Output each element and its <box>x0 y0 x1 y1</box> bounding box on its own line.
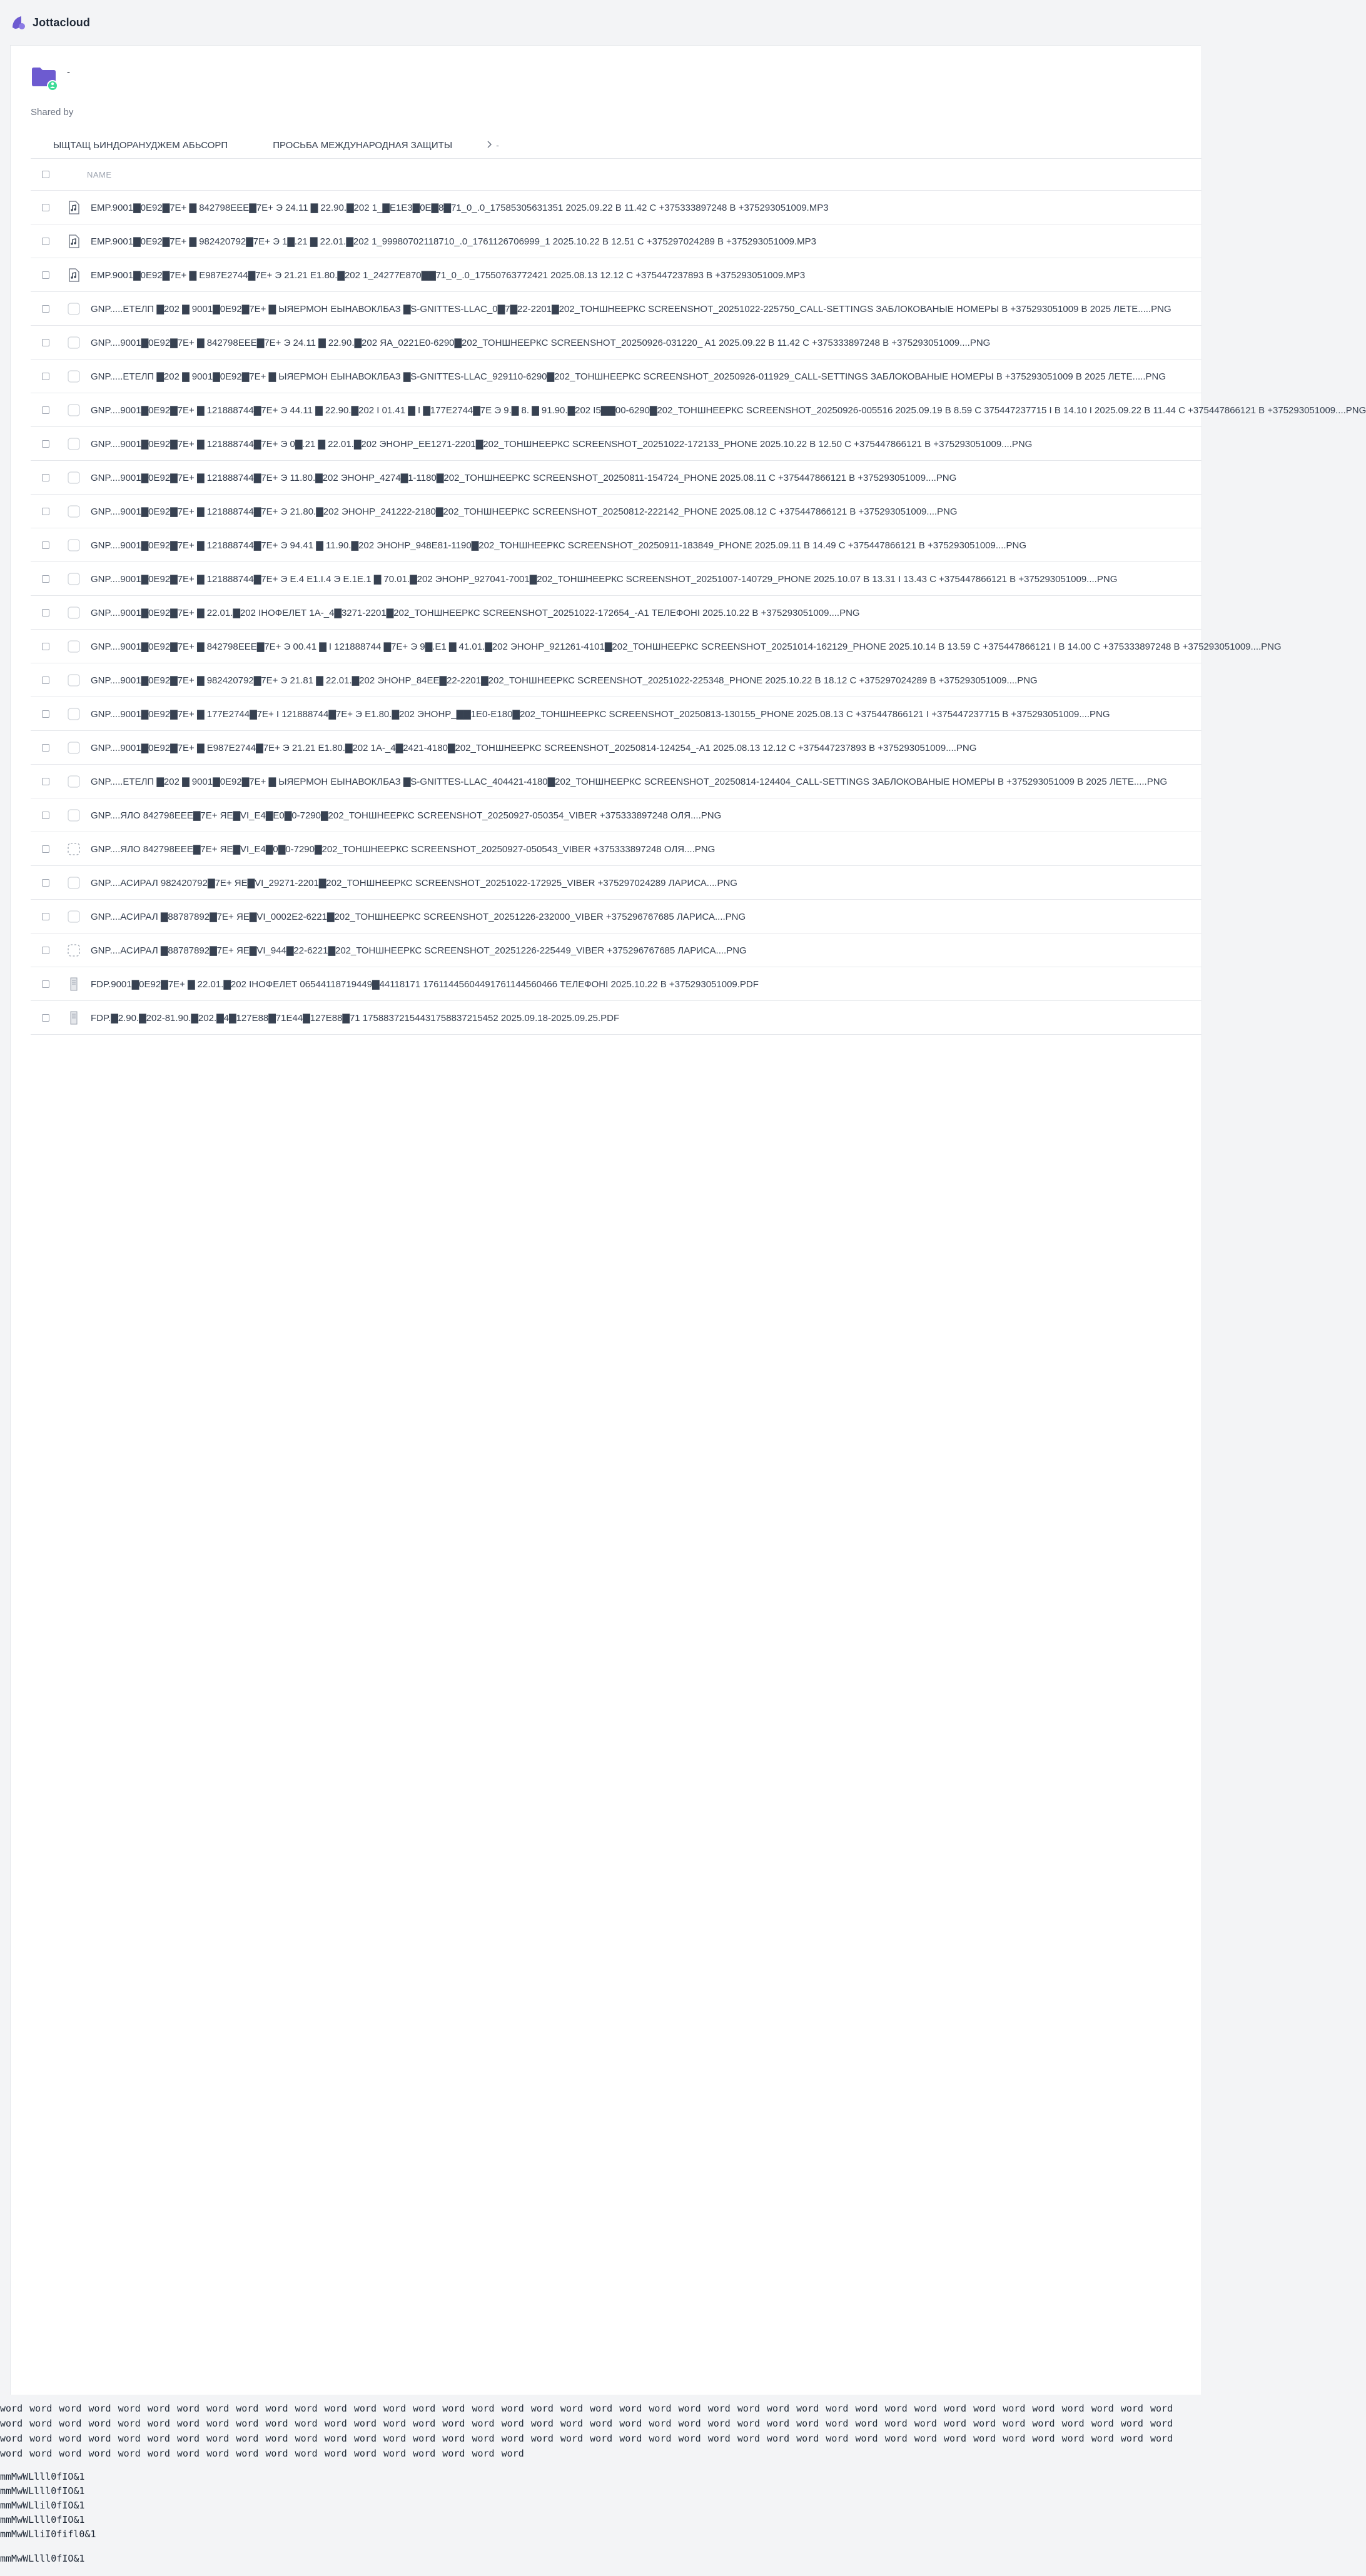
table-row[interactable] <box>31 528 1202 562</box>
image-file-icon <box>67 336 81 350</box>
brand-logo[interactable] <box>9 14 90 31</box>
file-name[interactable]: FDP.9001▇0E92▇7E+ ▇ 22.01.▇202 ІНОФЕЛЕТ 06544118719449▇44118171 17611445604491761144560466 ТЕЛЕФОНІ 2025.10.22 В +375293051009.PDF <box>91 979 759 990</box>
table-row[interactable] <box>31 900 1202 933</box>
file-table <box>31 158 1366 1035</box>
table-row[interactable] <box>31 697 1202 731</box>
folder-tabs <box>31 132 510 158</box>
file-name[interactable]: GNP....9001▇0E92▇7E+ ▇ 177E2744▇7E+ I 121888744▇7E+ Э E1.80.▇202 ЭНОНР_▇▇1E0-E180▇202_ТОНШНЕЕРКС SCREENSHOT_20250813-130155_PHONE 2025.08.13 С +375447866121 I +375447237715 В +375293051009....PNG <box>91 708 1110 720</box>
file-name[interactable]: FDP.▇2.90.▇202-81.90.▇202.▇4▇127E88▇71E44▇127E88▇71 17588372154431758837215452 2025.09.18-2025.09.25.PDF <box>91 1012 620 1024</box>
image-file-icon <box>67 302 81 316</box>
file-name[interactable]: GNP....9001▇0E92▇7E+ ▇ 842798EEE▇7E+ Э 00.41 ▇ I 121888744 ▇7E+ Э 9▇.E1 ▇ 41.01.▇202 ЭНОНР_921261-4101▇202_ТОНШНЕЕРКС SCREENSHOT_20251014-162129_PHONE 2025.10.14 В 13.59 С +375447866121 I В 14.00 С +375333897248 В +375293051009....PNG <box>91 641 1282 652</box>
folder-title: - <box>67 67 70 78</box>
row-checkbox[interactable] <box>42 947 49 954</box>
table-row[interactable] <box>31 224 1202 258</box>
row-checkbox[interactable] <box>42 575 49 583</box>
image-file-icon <box>67 370 81 383</box>
top-bar <box>0 0 1201 45</box>
select-all-checkbox[interactable] <box>42 171 49 178</box>
file-name[interactable]: GNP....АСИРАЛ 982420792▇7E+ ЯЕ▇VI_29271-2201▇202_ТОНШНЕЕРКС SCREENSHOT_20251022-172925_VIBER +375297024289 ЛАРИСА....PNG <box>91 877 737 888</box>
row-checkbox[interactable] <box>42 778 49 785</box>
row-checkbox[interactable] <box>42 305 49 313</box>
table-row[interactable] <box>31 427 1202 461</box>
table-header <box>31 158 1202 191</box>
table-row[interactable] <box>31 191 1202 224</box>
image-file-icon <box>67 910 81 923</box>
row-checkbox[interactable] <box>42 812 49 819</box>
column-header-name[interactable]: NAME <box>87 169 112 179</box>
table-row[interactable] <box>31 866 1202 900</box>
table-row[interactable] <box>31 798 1202 832</box>
file-name[interactable]: GNP....9001▇0E92▇7E+ ▇ 121888744▇7E+ Э 94.41 ▇ 11.90.▇202 ЭНОНР_948E81-1190▇202_ТОНШНЕЕРКС SCREENSHOT_20250911-183849_PHONE 2025.09.11 В 14.49 С +375447866121 В +375293051009....PNG <box>91 540 1027 551</box>
table-row[interactable] <box>31 326 1202 360</box>
row-checkbox[interactable] <box>42 440 49 448</box>
file-name[interactable]: GNP....ЯЛО 842798EEE▇7E+ ЯЕ▇VI_E4▇E0▇0-7290▇202_ТОНШНЕЕРКС SCREENSHOT_20250927-050354_VIBER +375333897248 ОЛЯ....PNG <box>91 810 722 821</box>
image-file-icon <box>67 707 81 721</box>
probe-line: mmMwWLlll0fIO&1 <box>0 2514 85 2525</box>
image-file-icon <box>67 403 81 417</box>
file-name[interactable]: EMP.9001▇0E92▇7E+ ▇ 982420792▇7E+ Э 1▇.21 ▇ 22.01.▇202 1_99980702118710_.0_1761126706999_1 2025.10.22 В 12.51 С +375297024289 В +375293051009.MP3 <box>91 236 817 247</box>
probe-line: mmMwWLlil0fIO&1 <box>0 2500 85 2511</box>
row-checkbox[interactable] <box>42 643 49 650</box>
file-name[interactable]: GNP.....ЕТЕЛП ▇202 ▇ 9001▇0E92▇7E+ ▇ ЫЯЕРМОН ЕЫНАВОКЛБАЗ ▇S-GNITTES-LLAC_0▇7▇22-2201▇202_ТОНШНЕЕРКС SCREENSHOT_20251022-225750_CALL-SETTINGS ЗАБЛОКОВАНЫЕ НОМЕРЫ В +375293051009 В 2025 ЛЕТЕ.....PNG <box>91 303 1171 314</box>
file-name[interactable]: GNP....9001▇0E92▇7E+ ▇ 121888744▇7E+ Э E.4 E1.I.4 Э E.1E.1 ▇ 70.01.▇202 ЭНОНР_927041-7001▇202_ТОНШНЕЕРКС SCREENSHOT_20251007-140729_PHONE 2025.10.07 В 13.31 I 13.43 С +375447866121 В +375293051009....PNG <box>91 573 1118 585</box>
row-checkbox[interactable] <box>42 845 49 853</box>
image-file-icon <box>67 606 81 620</box>
row-checkbox[interactable] <box>42 744 49 752</box>
table-row[interactable] <box>31 933 1202 967</box>
audio-file-icon <box>67 201 81 214</box>
tabs-more-button[interactable] <box>475 132 510 158</box>
image-file-icon <box>67 572 81 586</box>
image-file-icon <box>67 775 81 788</box>
row-checkbox[interactable] <box>42 677 49 684</box>
tab-folder-2[interactable]: ПРОСЬБА МЕЖДУНАРОДНАЯ ЗАЩИТЫ <box>273 139 453 151</box>
file-name[interactable]: GNP....9001▇0E92▇7E+ ▇ 121888744▇7E+ Э 21.80.▇202 ЭНОНР_241222-2180▇202_ТОНШНЕЕРКС SCREENSHOT_20250812-222142_PHONE 2025.08.12 С +375447866121 В +375293051009....PNG <box>91 506 958 517</box>
row-checkbox[interactable] <box>42 980 49 988</box>
row-checkbox[interactable] <box>42 879 49 887</box>
table-row[interactable] <box>31 765 1202 798</box>
table-row[interactable] <box>31 495 1202 528</box>
file-name[interactable]: GNP....9001▇0E92▇7E+ ▇ 22.01.▇202 ІНОФЕЛЕТ 1А-_4▇3271-2201▇202_ТОНШНЕЕРКС SCREENSHOT_20251022-172654_-A1 ТЕЛЕФОНІ 2025.10.22 В +375293051009....PNG <box>91 607 860 618</box>
probe-text: word word word word word word word word word word word word word word word word word word word word word word word word word word word word word word word word word word word word word word word word word word word word word word word word word word word word word word word word word word word word word word word word word word word word word word word word word word word word word word word word word word word word word word word word word word word word word word word word word word word word word word word word word word word word word word word word word word word word word word word word word word word word word word word word word word word word word word word word word word <box>0 2403 1173 2459</box>
table-row[interactable] <box>31 562 1202 596</box>
probe-line: mmMwWLlll0fIO&1 <box>0 2471 85 2482</box>
file-name[interactable]: GNP.....ЕТЕЛП ▇202 ▇ 9001▇0E92▇7E+ ▇ ЫЯЕРМОН ЕЫНАВОКЛБАЗ ▇S-GNITTES-LLAC_404421-4180▇202_ТОНШНЕЕРКС SCREENSHOT_20250814-124404_CALL-SETTINGS ЗАБЛОКОВАНЫЕ НОМЕРЫ В +375293051009 В 2025 ЛЕТЕ.....PNG <box>91 776 1168 787</box>
row-checkbox[interactable] <box>42 913 49 920</box>
file-name[interactable]: GNP.....ЕТЕЛП ▇202 ▇ 9001▇0E92▇7E+ ▇ ЫЯЕРМОН ЕЫНАВОКЛБАЗ ▇S-GNITTES-LLAC_929110-6290▇202_ТОНШНЕЕРКС SCREENSHOT_20250926-011929_CALL-SETTINGS ЗАБЛОКОВАНЫЕ НОМЕРЫ В +375293051009 В 2025 ЛЕТЕ.....PNG <box>91 371 1166 382</box>
table-row[interactable] <box>31 258 1202 292</box>
image-file-icon <box>67 538 81 552</box>
file-name[interactable]: GNP....9001▇0E92▇7E+ ▇ 121888744▇7E+ Э 11.80.▇202 ЭНОНР_4274▇1-1180▇202_ТОНШНЕЕРКС SCREENSHOT_20250811-154724_PHONE 2025.08.11 С +375447866121 В +375293051009....PNG <box>91 472 957 483</box>
row-checkbox[interactable] <box>42 474 49 481</box>
row-checkbox[interactable] <box>42 609 49 616</box>
row-checkbox[interactable] <box>42 339 49 346</box>
file-name[interactable]: EMP.9001▇0E92▇7E+ ▇ E987E2744▇7E+ Э 21.21 E1.80.▇202 1_24277E870▇▇71_0_.0_17550763772421 2025.08.13 12.12 С +375447237893 В +375293051009.MP3 <box>91 269 806 281</box>
table-row[interactable] <box>31 461 1202 495</box>
file-name[interactable]: GNP....АСИРАЛ ▇88787892▇7E+ ЯЕ▇VI_944▇22-6221▇202_ТОНШНЕЕРКС SCREENSHOT_20251226-225449_VIBER +375296767685 ЛАРИСА....PNG <box>91 945 747 956</box>
table-row[interactable] <box>31 663 1202 697</box>
shared-folder-icon <box>31 64 58 92</box>
table-row[interactable] <box>31 630 1282 663</box>
image-loading-icon <box>67 943 81 957</box>
row-checkbox[interactable] <box>42 204 49 211</box>
file-name[interactable]: GNP....9001▇0E92▇7E+ ▇ 842798EEE▇7E+ Э 24.11 ▇ 22.90.▇202 ЯА_0221E0-6290▇202_ТОНШНЕЕРКС SCREENSHOT_20250926-031220_ A1 2025.09.22 В 11.42 С +375333897248 В +375293051009....PNG <box>91 337 991 348</box>
table-row[interactable] <box>31 360 1202 393</box>
row-checkbox[interactable] <box>42 710 49 718</box>
table-row[interactable] <box>31 967 1202 1001</box>
tab-folder-1[interactable]: ЫЩТАЩ ЬИНДОРАНУДЖЕМ АБЬСОРП <box>53 139 228 151</box>
image-file-icon <box>67 505 81 518</box>
image-loading-icon <box>67 842 81 856</box>
probe-line: mmMwWLliI0fifl0&1 <box>0 2528 96 2540</box>
jottacloud-logo-icon <box>9 14 26 31</box>
probe-line: mmMwWLlll0fIO&1 <box>0 2553 85 2564</box>
audio-file-icon <box>67 234 81 248</box>
file-name[interactable]: GNP....9001▇0E92▇7E+ ▇ 121888744▇7E+ Э 44.11 ▇ 22.90.▇202 I 01.41 ▇ I ▇177E2744▇7E Э 9.▇ 8. ▇ 91.90.▇202 І5▇▇00-6290▇202_ТОНШНЕЕРКС SCREENSHOT_20250926-005516 2025.09.19 В 8.59 С 375447237715 I В 14.10 I 2025.09.22 В 11.44 С +375447866121 В +375293051009....PNG <box>91 405 1366 416</box>
table-row[interactable] <box>31 832 1202 866</box>
row-checkbox[interactable] <box>42 508 49 515</box>
table-row[interactable] <box>31 1001 1202 1035</box>
row-checkbox[interactable] <box>42 406 49 414</box>
image-file-icon <box>67 741 81 755</box>
row-checkbox[interactable] <box>42 373 49 380</box>
probe-line: mmMwWLlll0fIO&1 <box>0 2485 85 2497</box>
pdf-file-icon <box>67 1011 81 1025</box>
file-name[interactable]: GNP....ЯЛО 842798EEE▇7E+ ЯЕ▇VI_E4▇0▇0-7290▇202_ТОНШНЕЕРКС SCREENSHOT_20250927-050543_VIBER +375333897248 ОЛЯ....PNG <box>91 843 716 855</box>
table-row[interactable] <box>31 596 1202 630</box>
table-row[interactable] <box>31 731 1202 765</box>
image-file-icon <box>67 808 81 822</box>
image-file-icon <box>67 437 81 451</box>
image-file-icon <box>67 640 81 653</box>
image-file-icon <box>67 673 81 687</box>
table-row[interactable] <box>31 292 1202 326</box>
row-checkbox[interactable] <box>42 1014 49 1022</box>
table-body <box>31 191 1366 1035</box>
main-panel <box>10 45 1366 2395</box>
table-row[interactable] <box>31 393 1366 427</box>
row-checkbox[interactable] <box>42 541 49 549</box>
brand-name: Jottacloud <box>33 16 91 29</box>
pdf-file-icon <box>67 977 81 991</box>
file-name[interactable]: GNP....9001▇0E92▇7E+ ▇ E987E2744▇7E+ Э 21.21 E1.80.▇202 1А-_4▇2421-4180▇202_ТОНШНЕЕРКС SCREENSHOT_20250814-124254_-A1 2025.08.13 12.12 С +375447237893 В +375293051009....PNG <box>91 742 977 753</box>
image-file-icon <box>67 876 81 890</box>
folder-header <box>31 64 70 92</box>
file-name[interactable]: GNP....АСИРАЛ ▇88787892▇7E+ ЯЕ▇VI_0002E2-6221▇202_ТОНШНЕЕРКС SCREENSHOT_20251226-232000_VIBER +375296767685 ЛАРИСА....PNG <box>91 911 746 922</box>
file-name[interactable]: EMP.9001▇0E92▇7E+ ▇ 842798EEE▇7E+ Э 24.11 ▇ 22.90.▇202 1_▇E1E3▇0E▇8▇71_0_.0_17585305631351 2025.09.22 В 11.42 С +375333897248 В +375293051009.MP3 <box>91 202 829 213</box>
file-name[interactable]: GNP....9001▇0E92▇7E+ ▇ 121888744▇7E+ Э 0▇.21 ▇ 22.01.▇202 ЭНОНР_ЕЕ1271-2201▇202_ТОНШНЕЕРКС SCREENSHOT_20251022-172133_PHONE 2025.10.22 В 12.50 С +375447866121 В +375293051009....PNG <box>91 438 1033 450</box>
image-file-icon <box>67 471 81 485</box>
row-checkbox[interactable] <box>42 238 49 245</box>
probe-lines <box>0 2470 1201 2566</box>
shared-by-label: Shared by <box>31 107 74 118</box>
tabs-more-label: - <box>496 140 499 150</box>
audio-file-icon <box>67 268 81 282</box>
chevron-right-icon <box>486 140 492 150</box>
row-checkbox[interactable] <box>42 271 49 279</box>
file-name[interactable]: GNP....9001▇0E92▇7E+ ▇ 982420792▇7E+ Э 21.81 ▇ 22.01.▇202 ЭНОНР_84EE▇22-2201▇202_ТОНШНЕЕРКС SCREENSHOT_20251022-225348_PHONE 2025.10.22 В 18.12 С +375297024289 В +375293051009....PNG <box>91 675 1038 686</box>
font-probe-area <box>0 2401 1201 2566</box>
